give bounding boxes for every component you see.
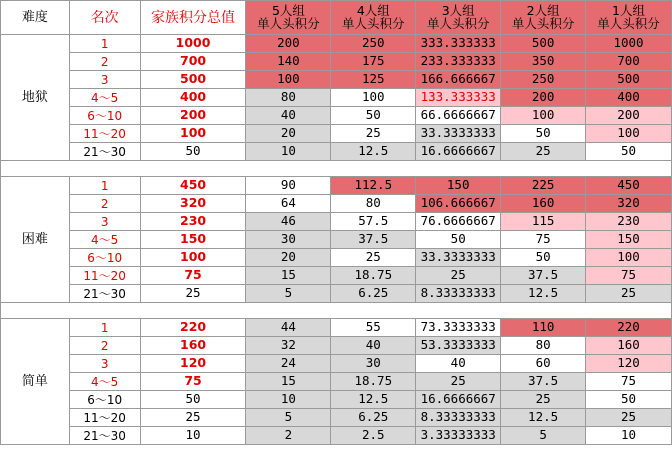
per-person-cell: 50	[501, 125, 586, 143]
per-person-cell: 200	[586, 107, 672, 125]
rank-cell: 21～30	[69, 427, 140, 445]
per-person-cell: 2	[246, 427, 331, 445]
per-person-cell: 1000	[586, 35, 672, 53]
rank-cell: 6～10	[69, 249, 140, 267]
table-row	[1, 107, 672, 125]
per-person-cell: 233.333333	[416, 53, 501, 71]
per-person-cell: 33.3333333	[416, 125, 501, 143]
table-row	[1, 231, 672, 249]
total-cell: 230	[140, 213, 246, 231]
per-person-cell: 76.6666667	[416, 213, 501, 231]
per-person-cell: 37.5	[331, 231, 416, 249]
total-cell: 200	[140, 107, 246, 125]
separator-cell	[1, 161, 672, 177]
per-person-cell: 106.666667	[416, 195, 501, 213]
rank-cell: 4～5	[69, 231, 140, 249]
table-row	[1, 391, 672, 409]
total-cell: 120	[140, 355, 246, 373]
per-person-cell: 200	[501, 89, 586, 107]
per-person-cell: 33.3333333	[416, 249, 501, 267]
per-person-cell: 46	[246, 213, 331, 231]
separator-cell	[1, 303, 672, 319]
group-size-label: 3人组	[441, 3, 475, 18]
per-person-cell: 25	[586, 285, 672, 303]
difficulty-label: 地狱	[1, 35, 70, 161]
table-row	[1, 249, 672, 267]
per-person-cell: 112.5	[331, 177, 416, 195]
total-cell: 50	[140, 391, 246, 409]
per-person-cell: 44	[246, 319, 331, 337]
rank-cell: 2	[69, 53, 140, 71]
per-person-cell: 60	[501, 355, 586, 373]
per-person-cell: 18.75	[331, 373, 416, 391]
header-rank: 名次	[69, 1, 140, 35]
section-separator	[1, 161, 672, 177]
per-person-cell: 50	[586, 143, 672, 161]
per-person-cell: 10	[246, 143, 331, 161]
per-person-cell: 25	[416, 373, 501, 391]
total-cell: 150	[140, 231, 246, 249]
table-row	[1, 53, 672, 71]
table-row	[1, 125, 672, 143]
per-person-cell: 2.5	[331, 427, 416, 445]
table-row	[1, 213, 672, 231]
rank-cell: 3	[69, 213, 140, 231]
table-row	[1, 427, 672, 445]
per-person-cell: 20	[246, 249, 331, 267]
rank-cell: 11～20	[69, 409, 140, 427]
header-total: 家族积分总值	[140, 1, 246, 35]
table-row	[1, 337, 672, 355]
per-person-cell: 80	[246, 89, 331, 107]
rank-cell: 21～30	[69, 143, 140, 161]
total-cell: 50	[140, 143, 246, 161]
per-person-cell: 50	[501, 249, 586, 267]
total-cell: 1000	[140, 35, 246, 53]
per-person-cell: 450	[586, 177, 672, 195]
per-person-cell: 10	[586, 427, 672, 445]
table-row	[1, 409, 672, 427]
table-row	[1, 195, 672, 213]
rank-cell: 6～10	[69, 391, 140, 409]
per-person-cell: 250	[331, 35, 416, 53]
per-person-cell: 90	[246, 177, 331, 195]
table-row	[1, 319, 672, 337]
rank-cell: 4～5	[69, 89, 140, 107]
per-person-cell: 12.5	[331, 143, 416, 161]
per-person-cell: 16.6666667	[416, 391, 501, 409]
rank-cell: 4～5	[69, 373, 140, 391]
per-person-cell: 700	[586, 53, 672, 71]
per-person-cell: 80	[331, 195, 416, 213]
per-person-cell: 10	[246, 391, 331, 409]
per-person-cell: 100	[586, 125, 672, 143]
table-row	[1, 267, 672, 285]
difficulty-label: 简单	[1, 319, 70, 445]
per-person-cell: 64	[246, 195, 331, 213]
per-person-cell: 133.333333	[416, 89, 501, 107]
header-group	[331, 1, 416, 35]
per-person-cell: 6.25	[331, 285, 416, 303]
per-person-cell: 75	[586, 267, 672, 285]
per-person-cell: 100	[246, 71, 331, 89]
total-cell: 100	[140, 125, 246, 143]
total-cell: 75	[140, 373, 246, 391]
per-person-cell: 12.5	[331, 391, 416, 409]
total-cell: 320	[140, 195, 246, 213]
per-person-cell: 100	[331, 89, 416, 107]
rank-cell: 3	[69, 71, 140, 89]
header-group	[416, 1, 501, 35]
total-cell: 700	[140, 53, 246, 71]
per-person-cell: 53.3333333	[416, 337, 501, 355]
total-cell: 500	[140, 71, 246, 89]
rank-cell: 2	[69, 195, 140, 213]
per-person-cell: 125	[331, 71, 416, 89]
rank-cell: 21～30	[69, 285, 140, 303]
per-person-cell: 80	[501, 337, 586, 355]
per-person-cell: 115	[501, 213, 586, 231]
rank-cell: 2	[69, 337, 140, 355]
table-row	[1, 143, 672, 161]
rank-cell: 3	[69, 355, 140, 373]
per-person-cell: 320	[586, 195, 672, 213]
per-person-cell: 73.3333333	[416, 319, 501, 337]
group-per-person-label: 单人头积分	[342, 15, 405, 31]
per-person-cell: 75	[501, 231, 586, 249]
per-person-cell: 400	[586, 89, 672, 107]
header-group	[586, 1, 672, 35]
group-per-person-label: 单人头积分	[426, 15, 490, 31]
per-person-cell: 40	[331, 337, 416, 355]
total-cell: 100	[140, 249, 246, 267]
per-person-cell: 160	[586, 337, 672, 355]
per-person-cell: 55	[331, 319, 416, 337]
per-person-cell: 6.25	[331, 409, 416, 427]
per-person-cell: 150	[416, 177, 501, 195]
per-person-cell: 225	[501, 177, 586, 195]
table-body	[1, 1, 672, 445]
table-row	[1, 373, 672, 391]
per-person-cell: 200	[246, 35, 331, 53]
per-person-cell: 37.5	[501, 373, 586, 391]
group-size-label: 2人组	[526, 3, 560, 18]
rank-cell: 1	[69, 177, 140, 195]
group-size-label: 1人组	[612, 3, 645, 18]
total-cell: 220	[140, 319, 246, 337]
group-size-label: 4人组	[356, 3, 390, 18]
per-person-cell: 24	[246, 355, 331, 373]
per-person-cell: 25	[501, 391, 586, 409]
per-person-cell: 25	[331, 125, 416, 143]
per-person-cell: 25	[501, 143, 586, 161]
total-cell: 25	[140, 285, 246, 303]
header-group	[246, 1, 331, 35]
total-cell: 160	[140, 337, 246, 355]
table-row	[1, 355, 672, 373]
section-separator	[1, 303, 672, 319]
rank-cell: 6～10	[69, 107, 140, 125]
total-cell: 400	[140, 89, 246, 107]
total-cell: 75	[140, 267, 246, 285]
table-row	[1, 177, 672, 195]
per-person-cell: 160	[501, 195, 586, 213]
per-person-cell: 333.333333	[416, 35, 501, 53]
per-person-cell: 150	[586, 231, 672, 249]
per-person-cell: 32	[246, 337, 331, 355]
group-per-person-label: 单人头积分	[257, 15, 320, 31]
per-person-cell: 30	[331, 355, 416, 373]
difficulty-label: 困难	[1, 177, 70, 303]
group-size-label: 5人组	[271, 3, 305, 18]
per-person-cell: 175	[331, 53, 416, 71]
per-person-cell: 250	[501, 71, 586, 89]
per-person-cell: 5	[246, 285, 331, 303]
header-difficulty: 难度	[1, 1, 70, 35]
per-person-cell: 50	[586, 391, 672, 409]
per-person-cell: 12.5	[501, 409, 586, 427]
per-person-cell: 5	[501, 427, 586, 445]
per-person-cell: 230	[586, 213, 672, 231]
per-person-cell: 25	[331, 249, 416, 267]
rank-cell: 1	[69, 319, 140, 337]
per-person-cell: 75	[586, 373, 672, 391]
per-person-cell: 100	[501, 107, 586, 125]
per-person-cell: 110	[501, 319, 586, 337]
per-person-cell: 40	[416, 355, 501, 373]
group-per-person-label: 单人头积分	[597, 15, 660, 31]
per-person-cell: 37.5	[501, 267, 586, 285]
per-person-cell: 25	[586, 409, 672, 427]
group-per-person-label: 单人头积分	[511, 15, 575, 31]
per-person-cell: 100	[586, 249, 672, 267]
rank-cell: 1	[69, 35, 140, 53]
per-person-cell: 8.33333333	[416, 409, 501, 427]
per-person-cell: 50	[331, 107, 416, 125]
rank-cell: 11～20	[69, 125, 140, 143]
total-cell: 10	[140, 427, 246, 445]
per-person-cell: 18.75	[331, 267, 416, 285]
per-person-cell: 66.6666667	[416, 107, 501, 125]
per-person-cell: 50	[416, 231, 501, 249]
per-person-cell: 57.5	[331, 213, 416, 231]
table-row	[1, 285, 672, 303]
per-person-cell: 350	[501, 53, 586, 71]
table-row	[1, 35, 672, 53]
per-person-cell: 3.33333333	[416, 427, 501, 445]
per-person-cell: 500	[501, 35, 586, 53]
per-person-cell: 166.666667	[416, 71, 501, 89]
total-cell: 450	[140, 177, 246, 195]
per-person-cell: 20	[246, 125, 331, 143]
per-person-cell: 12.5	[501, 285, 586, 303]
per-person-cell: 500	[586, 71, 672, 89]
per-person-cell: 40	[246, 107, 331, 125]
table-row	[1, 89, 672, 107]
per-person-cell: 5	[246, 409, 331, 427]
header-group	[501, 1, 586, 35]
per-person-cell: 25	[416, 267, 501, 285]
per-person-cell: 8.33333333	[416, 285, 501, 303]
total-cell: 25	[140, 409, 246, 427]
header-row	[1, 1, 672, 35]
per-person-cell: 15	[246, 373, 331, 391]
per-person-cell: 15	[246, 267, 331, 285]
per-person-cell: 30	[246, 231, 331, 249]
per-person-cell: 120	[586, 355, 672, 373]
per-person-cell: 220	[586, 319, 672, 337]
per-person-cell: 140	[246, 53, 331, 71]
rank-cell: 11～20	[69, 267, 140, 285]
per-person-cell: 16.6666667	[416, 143, 501, 161]
table-row	[1, 71, 672, 89]
